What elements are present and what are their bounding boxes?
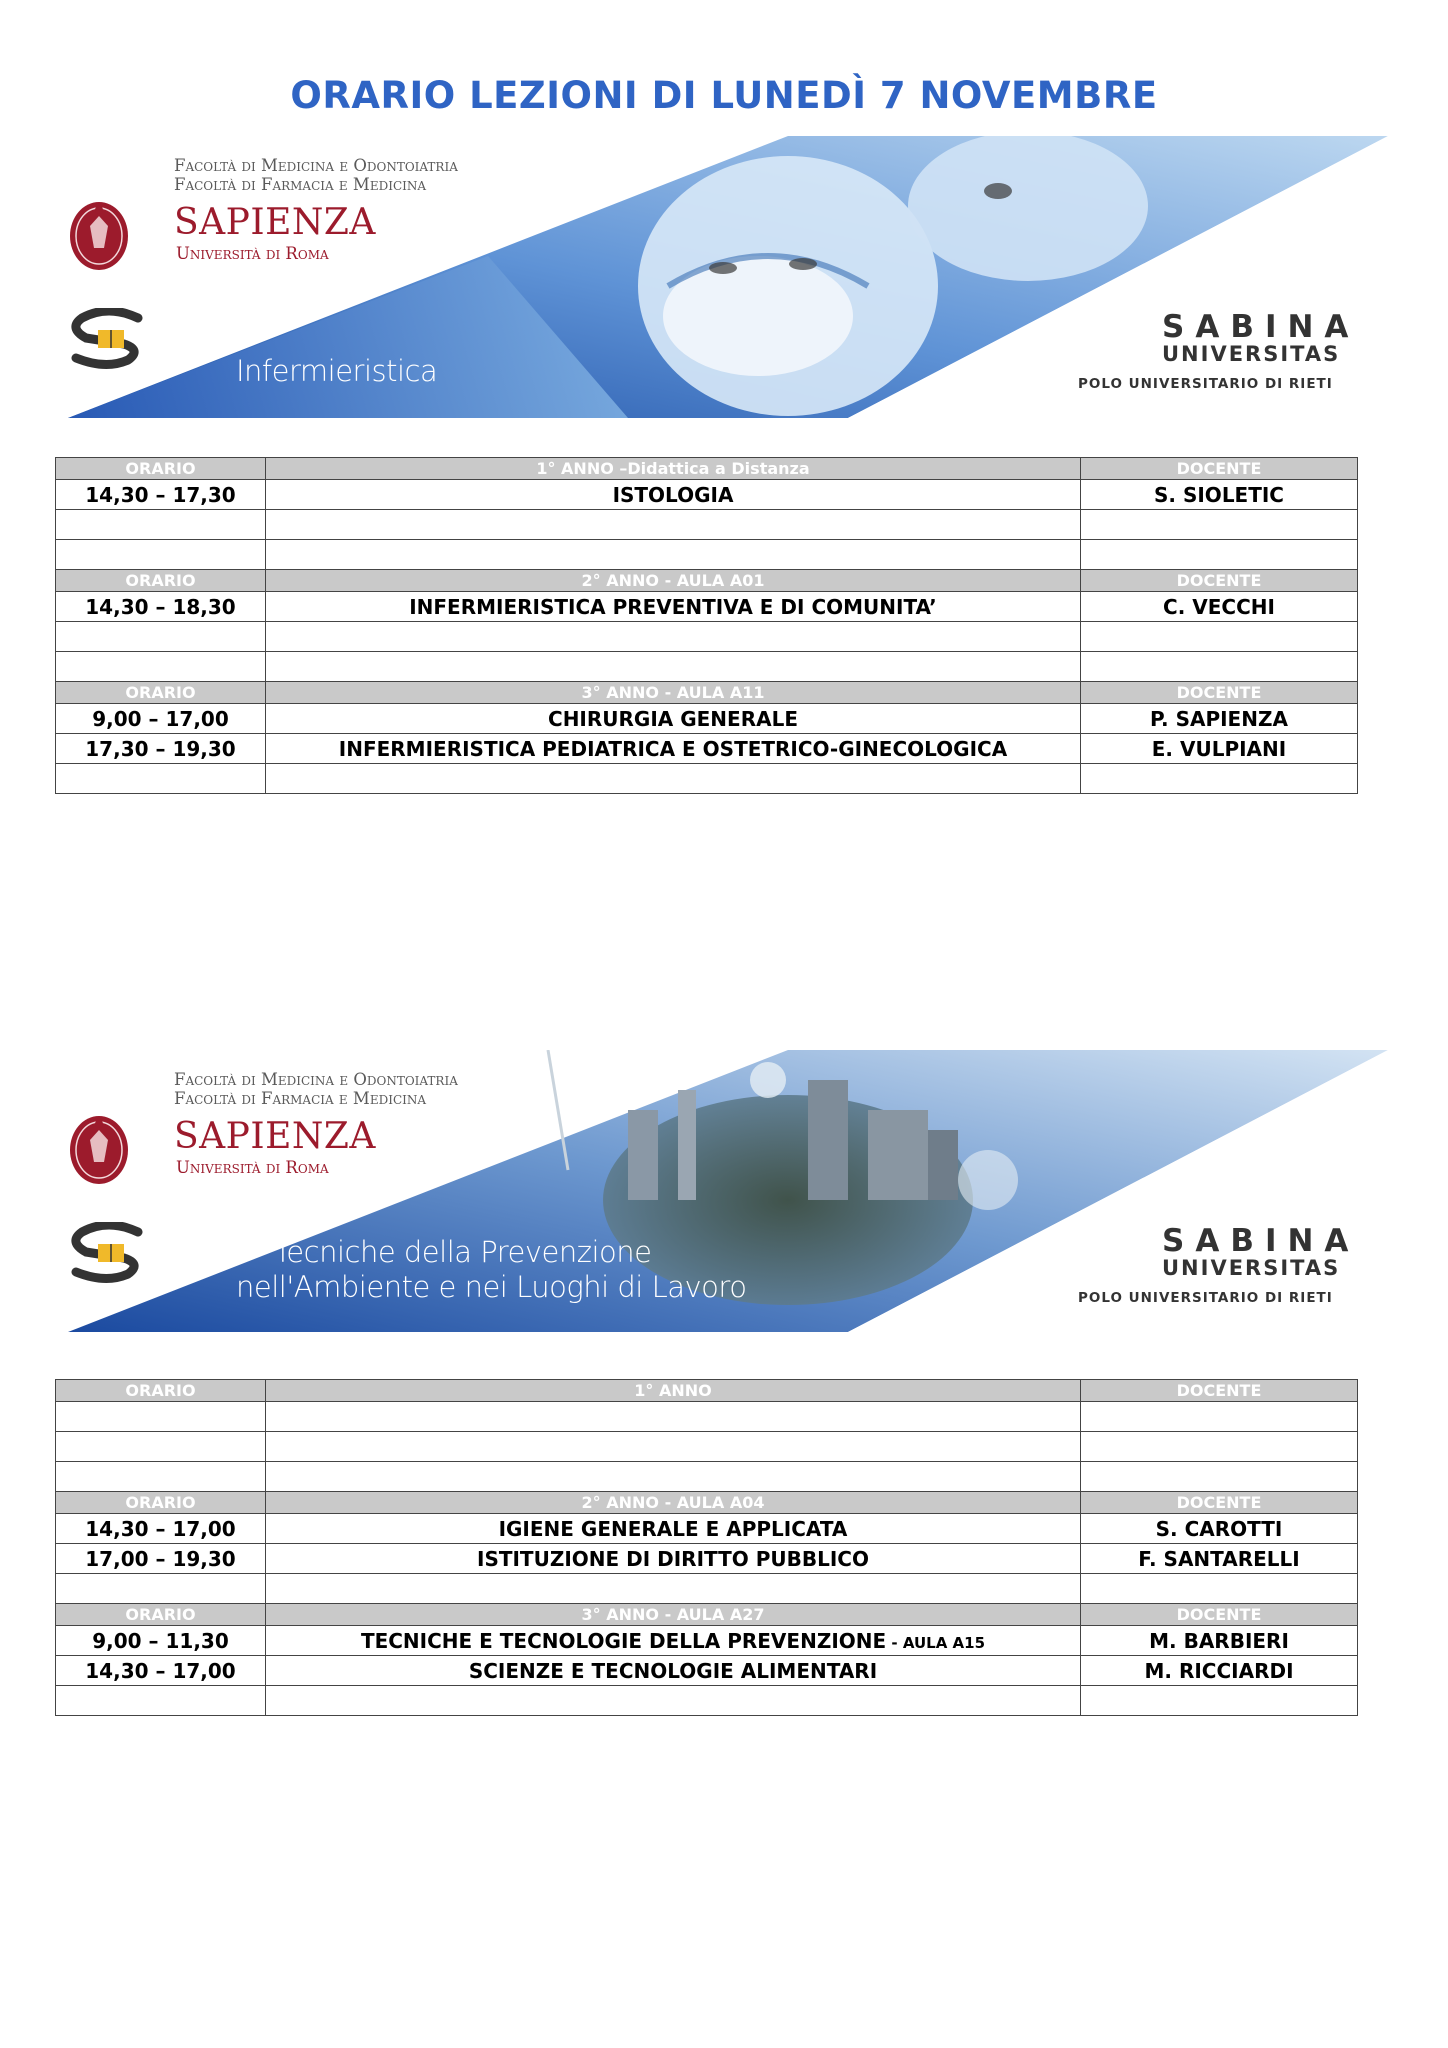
header-year: 1° ANNO –Didattica a Distanza bbox=[266, 458, 1081, 480]
cell-time: 14,30 – 17,30 bbox=[56, 480, 266, 510]
cell-teacher: P. SAPIENZA bbox=[1081, 704, 1358, 734]
cell-empty bbox=[266, 510, 1081, 540]
table-row bbox=[56, 704, 1358, 734]
cell-empty bbox=[266, 1462, 1081, 1492]
university-subtitle: Università di Roma bbox=[176, 1158, 329, 1177]
course-name-line-2: nell'Ambiente e nei Luoghi di Lavoro bbox=[236, 1270, 747, 1304]
cell-empty bbox=[1081, 622, 1358, 652]
cell-empty bbox=[56, 1432, 266, 1462]
schedule-table-tecniche-prevenzione bbox=[55, 1379, 1358, 1716]
table-row bbox=[56, 1402, 1358, 1432]
cell-subject: CHIRURGIA GENERALE bbox=[266, 704, 1081, 734]
cell-teacher: M. BARBIERI bbox=[1081, 1626, 1358, 1656]
subject-name: TECNICHE E TECNOLOGIE DELLA PREVENZIONE bbox=[360, 1628, 887, 1653]
cell-subject: INFERMIERISTICA PREVENTIVA E DI COMUNITA’ bbox=[266, 592, 1081, 622]
cell-time: 9,00 – 11,30 bbox=[56, 1626, 266, 1656]
cell-empty bbox=[266, 1402, 1081, 1432]
table-header-row bbox=[56, 1604, 1358, 1626]
sapienza-seal-icon bbox=[68, 196, 130, 272]
partner-tagline: POLO UNIVERSITARIO DI RIETI bbox=[1078, 376, 1333, 392]
header-time: ORARIO bbox=[56, 682, 266, 704]
header-year: 2° ANNO - AULA A04 bbox=[266, 1492, 1081, 1514]
header-teacher: DOCENTE bbox=[1081, 1604, 1358, 1626]
table-row bbox=[56, 592, 1358, 622]
cell-empty bbox=[56, 1574, 266, 1604]
table-header-row bbox=[56, 570, 1358, 592]
cell-empty bbox=[266, 1574, 1081, 1604]
cell-time: 14,30 – 18,30 bbox=[56, 592, 266, 622]
faculty-line-1: Facoltà di Medicina e Odontoiatria bbox=[174, 1070, 458, 1089]
cell-teacher: C. VECCHI bbox=[1081, 592, 1358, 622]
cell-time: 14,30 – 17,00 bbox=[56, 1656, 266, 1686]
header-year: 2° ANNO - AULA A01 bbox=[266, 570, 1081, 592]
cell-time: 9,00 – 17,00 bbox=[56, 704, 266, 734]
cell-empty bbox=[56, 1686, 266, 1716]
header-time: ORARIO bbox=[56, 1492, 266, 1514]
sabina-logo-icon bbox=[68, 1222, 146, 1286]
sabina-logo-icon bbox=[68, 308, 146, 372]
cell-empty bbox=[266, 622, 1081, 652]
cell-empty bbox=[1081, 1462, 1358, 1492]
course-name: Infermieristica bbox=[236, 354, 438, 388]
table-row bbox=[56, 1544, 1358, 1574]
partner-subtitle: UNIVERSITAS bbox=[1162, 342, 1341, 366]
cell-teacher: E. VULPIANI bbox=[1081, 734, 1358, 764]
partner-name: SABINA bbox=[1162, 1223, 1360, 1259]
header-year: 1° ANNO bbox=[266, 1380, 1081, 1402]
table-row bbox=[56, 622, 1358, 652]
table-row bbox=[56, 1686, 1358, 1716]
banner-infermieristica bbox=[68, 136, 1388, 418]
university-name: SAPIENZA bbox=[174, 202, 376, 243]
cell-empty bbox=[266, 1686, 1081, 1716]
partner-tagline: POLO UNIVERSITARIO DI RIETI bbox=[1078, 1290, 1333, 1306]
table-row bbox=[56, 652, 1358, 682]
cell-empty bbox=[266, 764, 1081, 794]
banner-tecniche-prevenzione bbox=[68, 1050, 1388, 1332]
cell-empty bbox=[266, 652, 1081, 682]
table-row bbox=[56, 480, 1358, 510]
cell-empty bbox=[266, 1432, 1081, 1462]
header-teacher: DOCENTE bbox=[1081, 1380, 1358, 1402]
table-row bbox=[56, 510, 1358, 540]
cell-empty bbox=[1081, 652, 1358, 682]
cell-empty bbox=[1081, 510, 1358, 540]
cell-empty bbox=[266, 540, 1081, 570]
faculty-line-2: Facoltà di Farmacia e Medicina bbox=[174, 1089, 427, 1108]
partner-subtitle: UNIVERSITAS bbox=[1162, 1256, 1341, 1280]
cell-empty bbox=[1081, 1686, 1358, 1716]
cell-empty bbox=[56, 764, 266, 794]
cell-subject: IGIENE GENERALE E APPLICATA bbox=[266, 1514, 1081, 1544]
cell-empty bbox=[56, 510, 266, 540]
cell-empty bbox=[56, 622, 266, 652]
cell-teacher: F. SANTARELLI bbox=[1081, 1544, 1358, 1574]
cell-empty bbox=[1081, 540, 1358, 570]
cell-teacher: M. RICCIARDI bbox=[1081, 1656, 1358, 1686]
header-time: ORARIO bbox=[56, 570, 266, 592]
header-teacher: DOCENTE bbox=[1081, 570, 1358, 592]
cell-teacher: S. SIOLETIC bbox=[1081, 480, 1358, 510]
table-header-row bbox=[56, 1492, 1358, 1514]
cell-time: 17,00 – 19,30 bbox=[56, 1544, 266, 1574]
header-year: 3° ANNO - AULA A27 bbox=[266, 1604, 1081, 1626]
header-time: ORARIO bbox=[56, 1604, 266, 1626]
table-header-row bbox=[56, 682, 1358, 704]
cell-empty bbox=[56, 540, 266, 570]
table-header-row bbox=[56, 458, 1358, 480]
cell-subject: INFERMIERISTICA PEDIATRICA E OSTETRICO-GINECOLOGICA bbox=[266, 734, 1081, 764]
faculty-line-1: Facoltà di Medicina e Odontoiatria bbox=[174, 156, 458, 175]
schedule-table-infermieristica bbox=[55, 457, 1358, 794]
cell-teacher: S. CAROTTI bbox=[1081, 1514, 1358, 1544]
table-row bbox=[56, 1656, 1358, 1686]
cell-time: 17,30 – 19,30 bbox=[56, 734, 266, 764]
cell-empty bbox=[1081, 1432, 1358, 1462]
cell-time: 14,30 – 17,00 bbox=[56, 1514, 266, 1544]
cell-subject bbox=[266, 1626, 1081, 1656]
table-row bbox=[56, 1626, 1358, 1656]
table-row bbox=[56, 764, 1358, 794]
table-row bbox=[56, 734, 1358, 764]
table-row bbox=[56, 1432, 1358, 1462]
table-row bbox=[56, 540, 1358, 570]
cell-subject: ISTITUZIONE DI DIRITTO PUBBLICO bbox=[266, 1544, 1081, 1574]
cell-empty bbox=[56, 1402, 266, 1432]
page-title: ORARIO LEZIONI DI LUNEDÌ 7 NOVEMBRE bbox=[290, 74, 1158, 117]
cell-empty bbox=[56, 1462, 266, 1492]
course-name-line-1: Tecniche della Prevenzione bbox=[274, 1235, 652, 1269]
header-time: ORARIO bbox=[56, 458, 266, 480]
room-note: - AULA A15 bbox=[886, 1633, 986, 1652]
table-row bbox=[56, 1514, 1358, 1544]
table-header-row bbox=[56, 1380, 1358, 1402]
sapienza-seal-icon bbox=[68, 1110, 130, 1186]
cell-subject: SCIENZE E TECNOLOGIE ALIMENTARI bbox=[266, 1656, 1081, 1686]
table-row bbox=[56, 1574, 1358, 1604]
university-name: SAPIENZA bbox=[174, 1116, 376, 1157]
cell-empty bbox=[1081, 1574, 1358, 1604]
header-teacher: DOCENTE bbox=[1081, 1492, 1358, 1514]
cell-subject: ISTOLOGIA bbox=[266, 480, 1081, 510]
header-time: ORARIO bbox=[56, 1380, 266, 1402]
faculty-line-2: Facoltà di Farmacia e Medicina bbox=[174, 175, 427, 194]
partner-name: SABINA bbox=[1162, 309, 1360, 345]
table-row bbox=[56, 1462, 1358, 1492]
cell-empty bbox=[1081, 764, 1358, 794]
header-teacher: DOCENTE bbox=[1081, 682, 1358, 704]
cell-empty bbox=[56, 652, 266, 682]
university-subtitle: Università di Roma bbox=[176, 244, 329, 263]
header-year: 3° ANNO - AULA A11 bbox=[266, 682, 1081, 704]
cell-empty bbox=[1081, 1402, 1358, 1432]
header-teacher: DOCENTE bbox=[1081, 458, 1358, 480]
